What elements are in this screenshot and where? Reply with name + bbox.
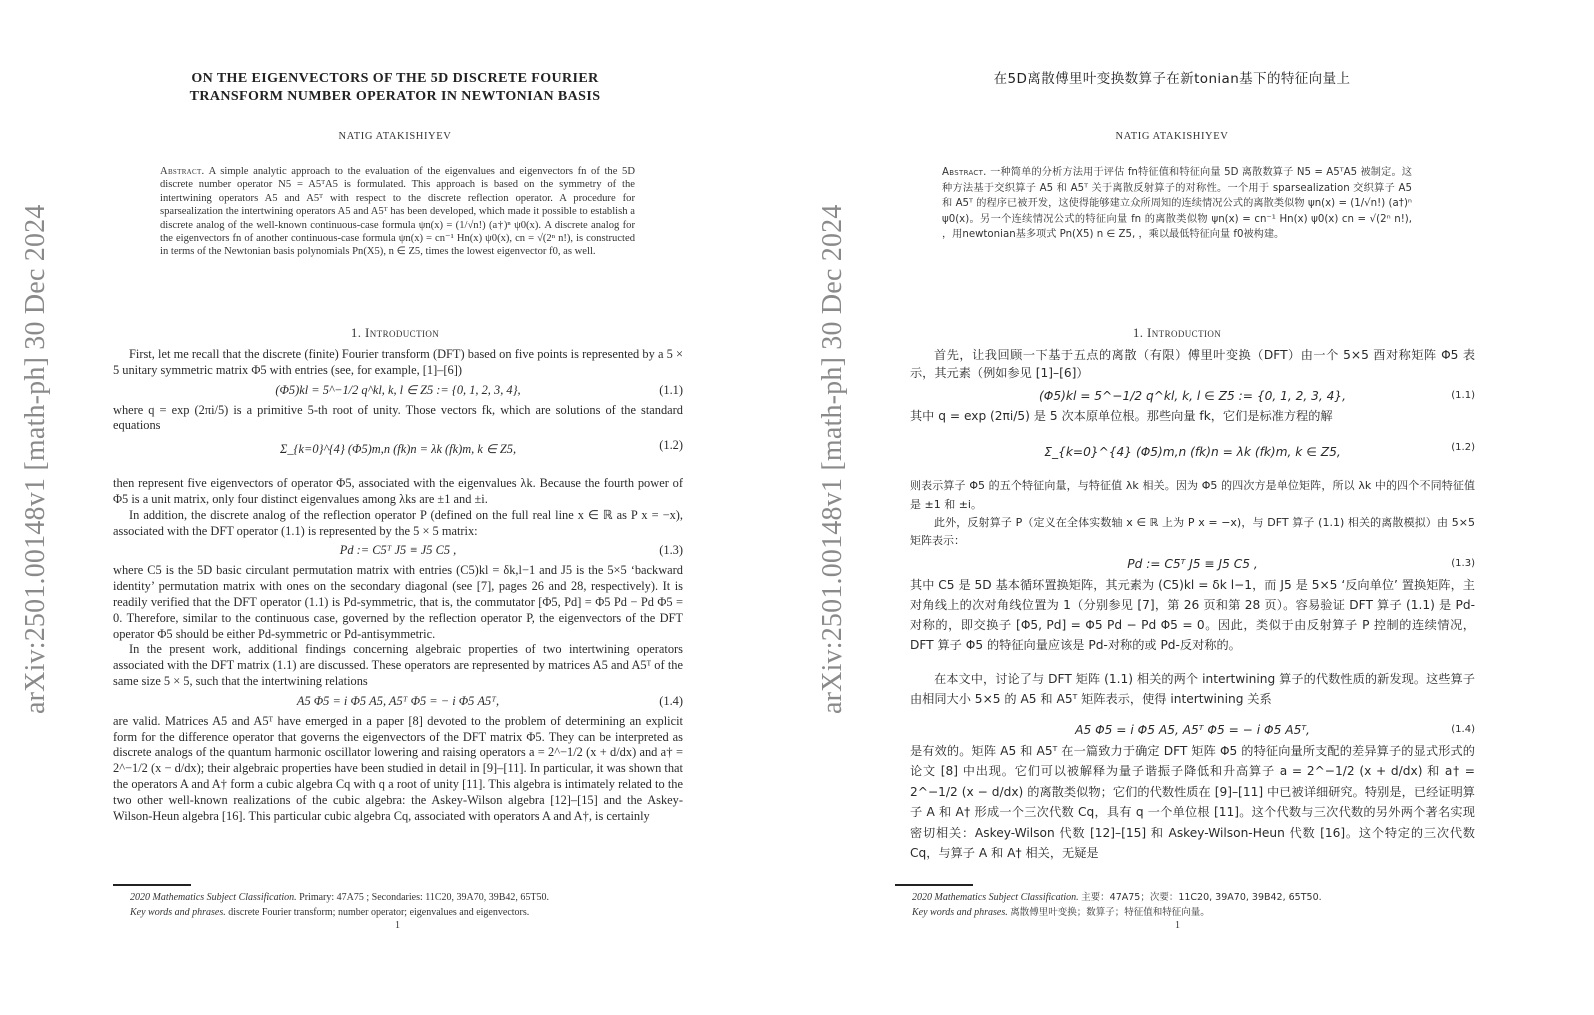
equation-1-4 [113,694,683,710]
paragraph: In addition, the discrete analog of the reflection operator P (defined on the full real line x ∈ ℝ as P x = −x), associated with the DFT operator (1.1) is represented by the 5 × 5 matrix: [113,507,683,538]
page-number: 1 [1175,920,1180,931]
body-text [113,347,683,824]
equation-number: (1.2) [659,438,683,453]
section-title: Introduction [365,325,440,340]
paragraph: are valid. Matrices A5 and A5ᵀ have emerged in a paper [8] devoted to the problem of determining an explicit form for the difference operator that governs the eigenvectors of the DFT matrix Φ5. They can be interpreted as discrete analogs of the quantum harmonic oscillator lowering and raising operators a = 2^−1/2 (x + d/dx) and a† = 2^−1/2 (x − d/dx); their algebraic properties have been studied in detail in [9]–[11]. In particular, it was shown that the operators A and A† form a cubic algebra Cq with q a root of unity [11]. This algebra is intimately related to the two other well-known realizations of the cubic algebra: the Askey-Wilson algebra [12]–[15] and the Askey-Wilson-Heun algebra [16]. This particular cubic algebra Cq, associated with operators A and A†, is certainly [113,713,683,823]
abstract [160,165,635,259]
footnote-kw-label: Key words and phrases. [912,907,1008,918]
paragraph: 是有效的。矩阵 A5 和 A5ᵀ 在一篇致力于确定 DFT 矩阵 Φ5 的特征向量所支配的差异算子的显式形式的论文 [8] 中出现。它们可以被解释为量子谐振子降低和升高算子 a = 2^−1/2 (x + d/dx) 和 a† = 2^−1/2 (x − d/dx) 的离散类似物；它们的代数性质在 [9]–[11] 中已被详细研究。特别是，已经证明算子 A 和 A† 形成一个三次代数 Cq，具有 q 一个单位根 [11]。这个代数与三次代数的另外两个著名实现密切相关：Askey-Wilson 代数 [12]–[15] 和 Askey-Wilson-Heun 代数 [16]。这个特定的三次代数 Cq，与算子 A 和 A† 相关，无疑是 [910,743,1475,861]
equation-expr: A5 Φ5 = i Φ5 A5, A5ᵀ Φ5 = − i Φ5 A5ᵀ, [1075,722,1310,737]
footnote-msc-label: 2020 Mathematics Subject Classification. [130,892,297,903]
equation-expr: (Φ5)kl = 5^−1/2 q^kl, k, l ∈ Z5 := {0, 1, 2, 3, 4}, [1039,388,1346,403]
paragraph: 首先，让我回顾一下基于五点的离散（有限）傅里叶变换（DFT）由一个 5×5 酉对称矩阵 Φ5 表示，其元素（例如参见 [1]–[6]） [910,348,1475,381]
equation-expr: (Φ5)kl = 5^−1/2 q^kl, k, l ∈ Z5 := {0, 1, 2, 3, 4}, [275,382,521,397]
equation-1-1 [910,387,1475,403]
paragraph: First, let me recall that the discrete (finite) Fourier transform (DFT) based on five points is represented by a 5 × 5 unitary symmetric matrix Φ5 with entries (see, for example, [1]–[6]) [113,347,683,377]
section-number: 1. [350,325,362,340]
footnote-kw-text: discrete Fourier transform; number operator; eigenvalues and eigenvectors. [228,907,530,918]
paper-title [150,70,640,106]
right-page-chinese [797,0,1594,1015]
footnote-keywords [130,905,690,920]
abstract-text: 一种简单的分析方法用于评估 fn特征值和特征向量 5D 离散数算子 N5 = A5ᵀA5 被制定。这种方法基于交织算子 A5 和 A5ᵀ 关于离散反射算子的对称性。一个用于 sparsealization 交织算子 A5 和 A5ᵀ 的程序已被开发，这使得能够建立众所周知的连续情况公式的离散类似物 ψn(x) = (1/√n!) (a†)ⁿ ψ0(x)。另一个连续情况公式的特征向量 fn 的离散类似物 ψn(x) = cn⁻¹ Hn(x) ψ0(x) cn = √(2ⁿ n!), ，用newtonian基多项式 Pn(X5) n ∈ Z5, ，乘以最低特征向量 f0被构建。 [942,167,1412,241]
page-number: 1 [395,920,400,931]
paragraph: 其中 q = exp (2πi/5) 是 5 次本原单位根。那些向量 fk，它们是标准方程的解 [910,408,1333,423]
arxiv-stamp: arXiv:2501.00148v1 [math-ph] 30 Dec 2024 [817,204,848,714]
author: NATIG ATAKISHIYEV [1115,131,1229,142]
equation-number: (1.1) [1451,389,1475,401]
footnote-msc-text: 主要：47A75；次要：11C20, 39A70, 39B42, 65T50. [1081,892,1322,903]
paragraph: 此外，反射算子 P（定义在全体实数轴 x ∈ ℝ 上为 P x = −x)，与 DFT 算子 (1.1) 相关的离散模拟）由 5×5 矩阵表示： [910,516,1475,548]
footnote-rule [113,884,191,886]
equation-expr: Σ_{k=0}^{4} (Φ5)m,n (fk)n = λk (fk)m, k ∈ Z5, [1044,445,1341,460]
paragraph: 在本文中，讨论了与 DFT 矩阵 (1.1) 相关的两个 intertwining 算子的代数性质的新发现。这些算子由相同大小 5×5 的 A5 和 A5ᵀ 矩阵表示，使得 intertwining 关系 [910,671,1475,706]
footnote-msc-text: Primary: 47A75 ; Secondaries: 11C20, 39A70, 39B42, 65T50. [299,892,550,903]
left-page-english [0,0,790,1015]
equation-1-4 [910,721,1475,737]
paragraph: where C5 is the 5D basic circulant permutation matrix with entries (C5)kl = δk,l−1 and J5 is the 5×5 ‘backward identity’ permutation matrix with ones on the secondary diagonal (see [7], pages 26 and 28, respectively). It is readily verified that the DFT operator (1.1) is Pd-symmetric, that is, the commutator [Φ5, Pd] = Φ5 Pd − Pd Φ5 = 0. Therefore, similar to the continuous case, governed by the reflection operator P, the eigenvectors of the DFT operator Φ5 should be either Pd-symmetric or Pd-antisymmetric. [113,563,683,641]
section-heading [150,325,640,341]
paragraph: where q = exp (2πi/5) is a primitive 5-th root of unity. Those vectors fk, which are solutions of the standard equations [113,402,683,433]
footnote-msc-label: 2020 Mathematics Subject Classification. [912,892,1079,903]
title-line-2: TRANSFORM NUMBER OPERATOR IN NEWTONIAN BASIS [189,89,601,104]
footnotes [130,890,690,920]
equation-1-1 [113,383,683,399]
equation-expr: Σ_{k=0}^{4} (Φ5)m,n (fk)n = λk (fk)m, k ∈ Z5, [279,442,517,457]
author: NATIG ATAKISHIYEV [338,131,452,142]
equation-1-2 [113,438,683,472]
section-title: Introduction [1147,325,1222,340]
footnote-msc [912,890,1472,905]
equation-number: (1.3) [659,543,683,558]
paragraph: then represent five eigenvectors of operator Φ5, associated with the eigenvalues λk. Because the fourth power of Φ5 is a unit matrix, only four distinct eigenvalues among λks are ±1 and ±i. [113,476,683,506]
abstract [942,165,1412,243]
abstract-text: A simple analytic approach to the evaluation of the eigenvalues and eigenvectors fn of the 5D discrete number operator N5 = A5ᵀA5 is formulated. This approach is based on the symmetry of the intertwining operators A5 and A5ᵀ with respect to the discrete reflection operator. A procedure for sparsealization the intertwining operators A5 and A5ᵀ has been developed, which made it possible to establish a discrete analog of the well-known continuous-case formula ψn(x) = (1/√n!) (a†)ⁿ ψ0(x). A discrete analog for the eigenvectors fn of another continuous-case formula ψn(x) = cn⁻¹ Hn(x) ψ0(x), cn = √(2ⁿ n!), is constructed in terms of the Newtonian basis polynomials Pn(X5), n ∈ Z5, times the lowest eigenvector f0, as well. [160,166,635,258]
equation-expr: Pd := C5ᵀ J5 ≡ J5 C5 , [1127,556,1258,571]
section-number: 1. [1132,325,1144,340]
paragraph: In the present work, additional findings concerning algebraic properties of two intertwining operators associated with the DFT matrix (1.1) are discussed. These operators are represented by matrices A5 and A5ᵀ of the same size 5 × 5, such that the intertwining relations [113,642,683,688]
equation-number: (1.1) [659,382,683,397]
equation-expr: A5 Φ5 = i Φ5 A5, A5ᵀ Φ5 = − i Φ5 A5ᵀ, [296,693,500,708]
equation-1-3 [113,543,683,559]
paragraph: 其中 C5 是 5D 基本循环置换矩阵，其元素为 (C5)kl = δk l−1，而 J5 是 5×5 ‘反向单位’ 置换矩阵，主对角线上的次对角线位置为 1（分别参见 [7]，第 26 页和第 28 页）。容易验证 DFT 算子 (1.1) 是 Pd-对称的，即交换子 [Φ5, Pd] = Φ5 Pd − Pd Φ5 = 0。因此，类似于由反射算子 P 控制的连续情况，DFT 算子 Φ5 的特征向量应该是 Pd-对称的或 Pd-反对称的。 [910,577,1475,652]
body-text [910,346,1475,864]
title-line-1: ON THE EIGENVECTORS OF THE 5D DISCRETE FOURIER [191,71,599,86]
equation-number: (1.3) [1451,557,1475,569]
equation-expr: Pd := C5ᵀ J5 ≡ J5 C5 , [339,543,457,558]
abstract-label: Abstract. [942,167,987,178]
footnote-kw-text: 离散傅里叶变换；数算子；特征值和特征向量。 [1010,907,1210,918]
footnotes [912,890,1472,920]
equation-number: (1.4) [1451,723,1475,735]
footnote-msc [130,890,690,905]
footnote-keywords [912,905,1472,920]
paragraph: 则表示算子 Φ5 的五个特征向量，与特征值 λk 相关。因为 Φ5 的四次方是单位矩阵，所以 λk 中的四个不同特征值是 ±1 和 ±i。 [910,479,1475,511]
equation-1-2 [910,439,1475,473]
paper-title: 在5D离散傅里叶变换数算子在新tonian基下的特征向量上 [993,71,1351,87]
abstract-label: Abstract. [160,166,205,177]
equation-1-3 [910,555,1475,571]
arxiv-stamp: arXiv:2501.00148v1 [math-ph] 30 Dec 2024 [20,204,51,714]
equation-number: (1.2) [1451,442,1475,454]
equation-number: (1.4) [659,693,683,708]
footnote-rule [895,884,973,886]
footnote-kw-label: Key words and phrases. [130,907,226,918]
section-heading [937,325,1417,341]
